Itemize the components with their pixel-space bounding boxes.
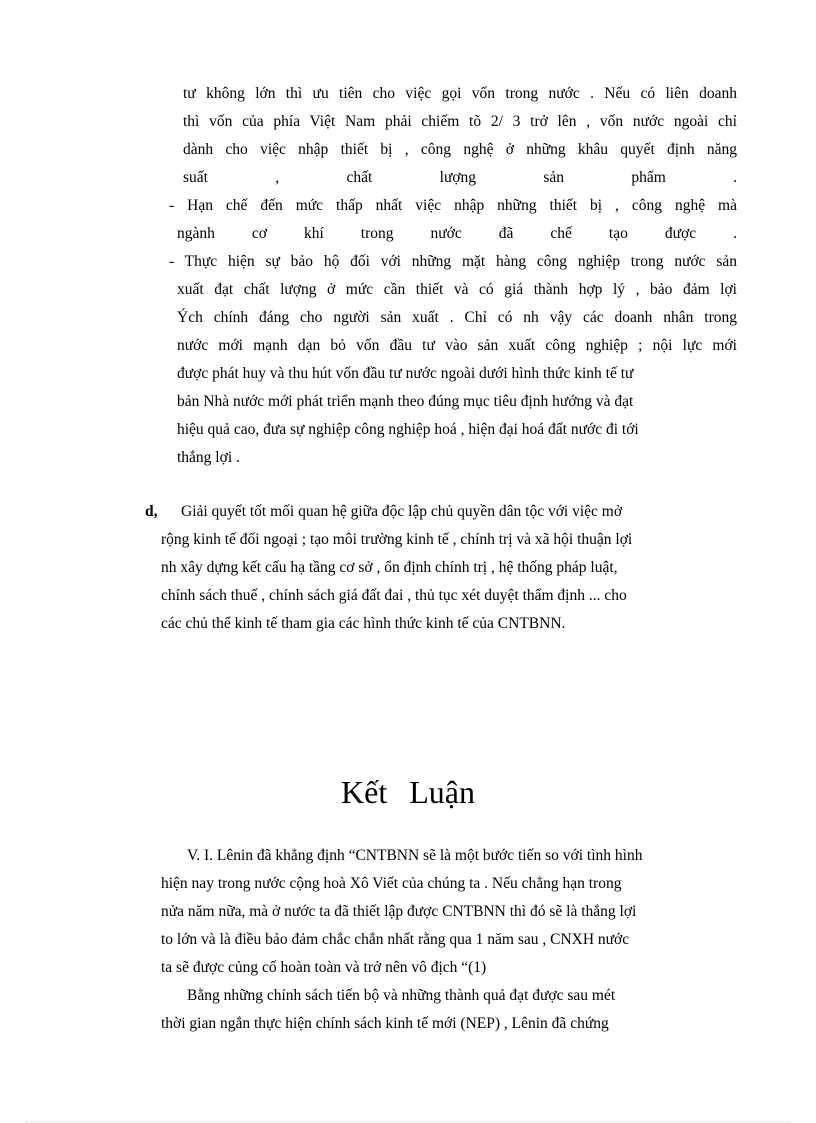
- body-line: thì vốn của phía Việt Nam phải chiếm tõ 2/ 3 trở lên , vốn nước ngoài chỉ: [183, 113, 737, 130]
- conclusion-line: thời gian ngắn thực hiện chính sách kinh tế mới (NEP) , Lênin đã chứng: [161, 1015, 609, 1032]
- section-d-text: Giải quyết tốt mối quan hệ giữa độc lập chủ quyền dân tộc với việc mở: [181, 503, 623, 520]
- section-d-line: nh xây dựng kết cấu hạ tầng cơ sở , ổn định chính trị , hệ thống pháp luật,: [161, 559, 618, 576]
- section-d-first-line: [145, 502, 622, 522]
- body-line: bản Nhà nước mới phát triển mạnh theo đúng mục tiêu định hướng và đạt: [177, 393, 634, 410]
- body-line: dành cho việc nhập thiết bị , công nghệ ở những khâu quyết định năng: [183, 141, 737, 158]
- section-d-line: chính sách thuế , chính sách giá đất đai , thủ tục xét duyệt thẩm định ... cho: [161, 587, 627, 604]
- conclusion-line: Bằng những chính sách tiến bộ và những thành quả đạt được sau mét: [187, 987, 616, 1004]
- bullet-line: - Thực hiện sự bảo hộ đối với những mặt hàng công nghiệp trong nước sản: [169, 253, 737, 270]
- body-line: ngành cơ khí trong nước đã chế tạo được .: [177, 225, 737, 242]
- section-d-line: các chủ thể kinh tế tham gia các hình thức kinh tế của CNTBNN.: [161, 615, 566, 632]
- conclusion-line: nửa năm nữa, mà ở nước ta đã thiết lập được CNTBNN thì đó sẽ là thắng lợi: [161, 903, 637, 920]
- body-line: nước mới mạnh dạn bỏ vốn đầu tư vào sản xuất công nghiệp ; nội lực mới: [177, 337, 737, 354]
- body-line: hiệu quả cao, đưa sự nghiệp công nghiệp hoá , hiện đại hoá đất nước đi tới: [177, 421, 639, 438]
- conclusion-line: ta sẽ được củng cố hoàn toàn và trở nên vô địch “(1): [161, 959, 487, 976]
- section-d-marker: d,: [145, 503, 158, 520]
- bullet-line: - Hạn chế đến mức thấp nhất việc nhập những thiết bị , công nghệ mà: [169, 197, 737, 214]
- body-line: được phát huy và thu hút vốn đầu tư nước ngoài dưới hình thức kinh tế tư: [177, 365, 634, 382]
- body-line: Ých chính đáng cho người sản xuất . Chỉ có nh vậy các doanh nhân trong: [177, 309, 737, 326]
- conclusion-line: to lớn và là điều bảo đảm chắc chắn nhất rằng qua 1 năm sau , CNXH nước: [161, 931, 630, 948]
- section-d-line: rộng kinh tế đối ngoại ; tạo môi trường kinh tế , chính trị và xã hội thuận lợi: [161, 531, 633, 548]
- conclusion-line: V. I. Lênin đã khẳng định “CNTBNN sẽ là một bước tiến so với tình hình: [187, 847, 643, 864]
- body-line: thắng lợi .: [177, 449, 240, 466]
- page-bottom-edge: [26, 1121, 790, 1122]
- body-line: suất , chất lượng sản phẩm .: [183, 169, 737, 186]
- body-line: xuất đạt chất lượng ở mức cần thiết và có giá thành hợp lý , bảo đảm lợi: [177, 281, 737, 298]
- conclusion-title: Kết Luận: [341, 774, 475, 810]
- conclusion-line: hiện nay trong nước cộng hoà Xô Viết của chúng ta . Nếu chẳng hạn trong: [161, 875, 622, 892]
- body-line: tư không lớn thì ưu tiên cho việc gọi vốn trong nước . Nếu có liên doanh: [183, 85, 737, 102]
